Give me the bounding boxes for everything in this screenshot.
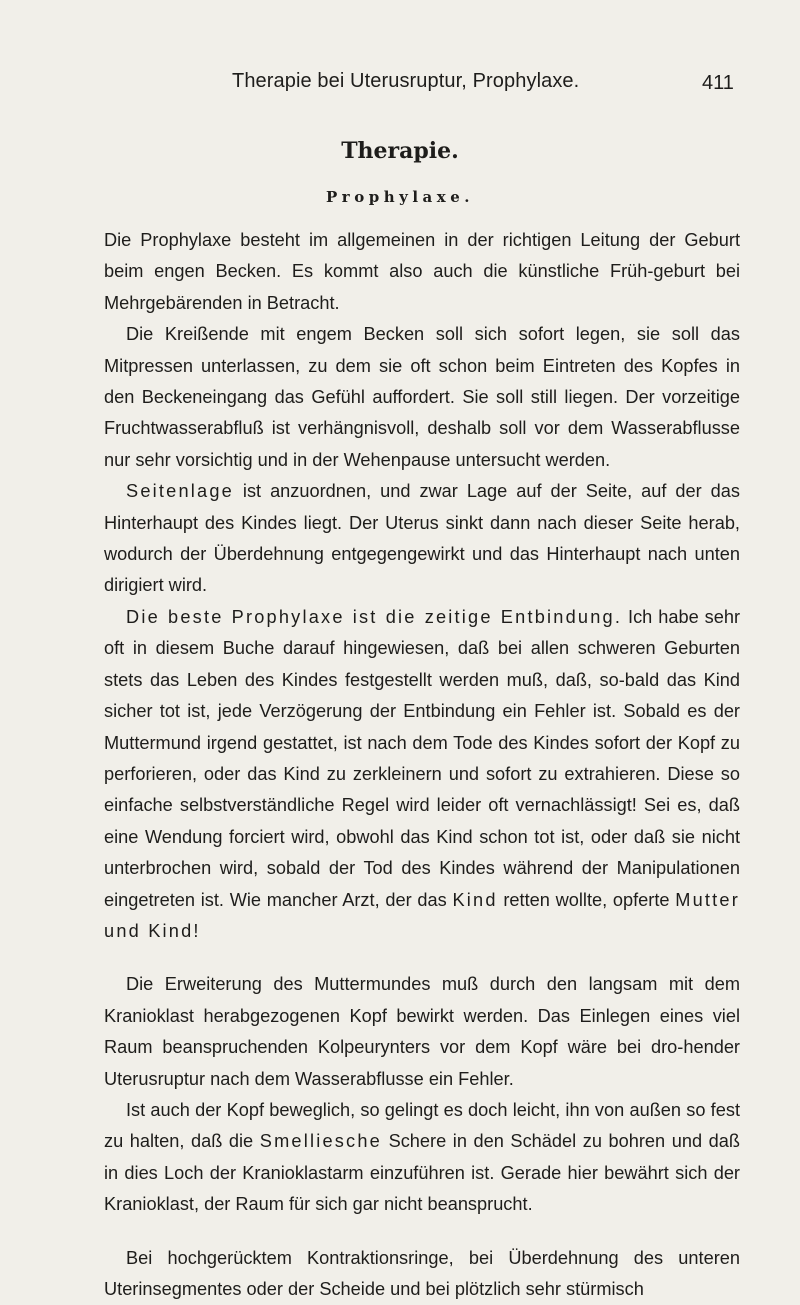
running-head <box>0 70 800 100</box>
paragraph-text: retten wollte, opferte <box>497 889 676 910</box>
paragraph-seitenlage <box>104 476 740 602</box>
paragraph-kreissende <box>104 319 740 476</box>
paragraph-kontraktionsring <box>104 1243 740 1305</box>
paragraph-text: Schere in den Schädel zu bohren und daß in dies Loch der Kranioklastarm einzuführen ist. Gerade hier bewährt sich der Kranioklast, der Raum für sich gar nicht beansprucht. <box>104 1131 740 1215</box>
emphasis-spaced: Kind <box>452 889 498 910</box>
running-head-title: Therapie bei Uterusruptur, Prophylaxe. <box>232 70 580 92</box>
paragraph-entbindung <box>104 602 740 947</box>
paragraph-erweiterung <box>104 969 740 1095</box>
paragraph-kopf-beweglich <box>104 1095 740 1221</box>
emphasis-spaced: Smelliesche <box>259 1131 382 1152</box>
paragraph-text: Die Prophylaxe besteht im allgemeinen in der richtigen Leitung der Geburt beim engen Becken. Es kommt also auch die künstliche Früh-geburt bei Mehrgebärenden in Betracht. <box>104 230 740 313</box>
paragraph-text: Bei hochgerücktem Kontraktionsringe, bei Überdehnung des unteren Uterinsegmentes oder der Scheide und bei plötzlich sehr stürmisch <box>104 1247 740 1299</box>
emphasis-spaced: Mutter und Kind! <box>104 889 740 941</box>
body-text <box>104 225 740 1305</box>
paragraph-text: Die Kreißende mit engem Becken soll sich sofort legen, sie soll das Mitpressen unterlassen, zu dem sie oft schon beim Eintreten des Kopfes in den Beckeneingang das Gefühl auffordert. Sie soll still liegen. Der vorzeitige Fruchtwasserabfluß ist verhängnisvoll, deshalb soll vor dem Wasserabflusse nur sehr vorsichtig und in der Wehenpause untersucht werden. <box>104 324 740 470</box>
emphasis-spaced: Die beste Prophylaxe ist die zeitige Entbindung. <box>126 606 623 627</box>
section-subheading: Prophylaxe. <box>326 188 474 206</box>
paragraph-prophylaxe-intro <box>104 225 740 319</box>
paragraph-text: Ich habe sehr oft in diesem Buche darauf hingewiesen, daß bei allen schweren Geburten stets das Leben des Kindes festgestellt werden muß, daß, so-bald das Kind sicher tot ist, jede Verzögerung der Entbindung ein Fehler ist. Sobald es der Muttermund irgend gestattet, ist nach dem Tode des Kindes sofort der Kopf zu perforieren, oder das Kind zu zerkleinern und sofort zu extrahieren. Diese so einfache selbstverständliche Regel wird leider oft vernachlässigt! Sei es, daß eine Wendung forciert wird, obwohl das Kind schon tot ist, oder daß sie nicht unterbrochen wird, sobald der Tod des Kindes während der Manipulationen eingetreten ist. Wie mancher Arzt, der das <box>104 606 740 910</box>
paragraph-text: ist anzuordnen, und zwar Lage auf der Seite, auf der das Hinterhaupt des Kindes liegt. Der Uterus sinkt dann nach dieser Seite herab, wodurch der Überdehnung entgegengewirkt und das Hinterhaupt nach unten dirigiert wird. <box>104 481 740 596</box>
paragraph-text: Ist auch der Kopf beweglich, so gelingt es doch leicht, ihn von außen so fest zu halten, daß die <box>104 1099 740 1152</box>
emphasis-spaced: Seitenlage <box>126 481 234 502</box>
paragraph-text: Die Erweiterung des Muttermundes muß durch den langsam mit dem Kranioklast herabgezogenen Kopf bewirkt werden. Das Einlegen eines viel Raum beanspruchenden Kolpeurynters vor dem Kopf wäre bei dro-hender Uterusruptur nach dem Wasserabflusse ein Fehler. <box>104 974 740 1089</box>
page-number: 411 <box>702 72 734 94</box>
section-heading: Therapie. <box>341 138 459 164</box>
